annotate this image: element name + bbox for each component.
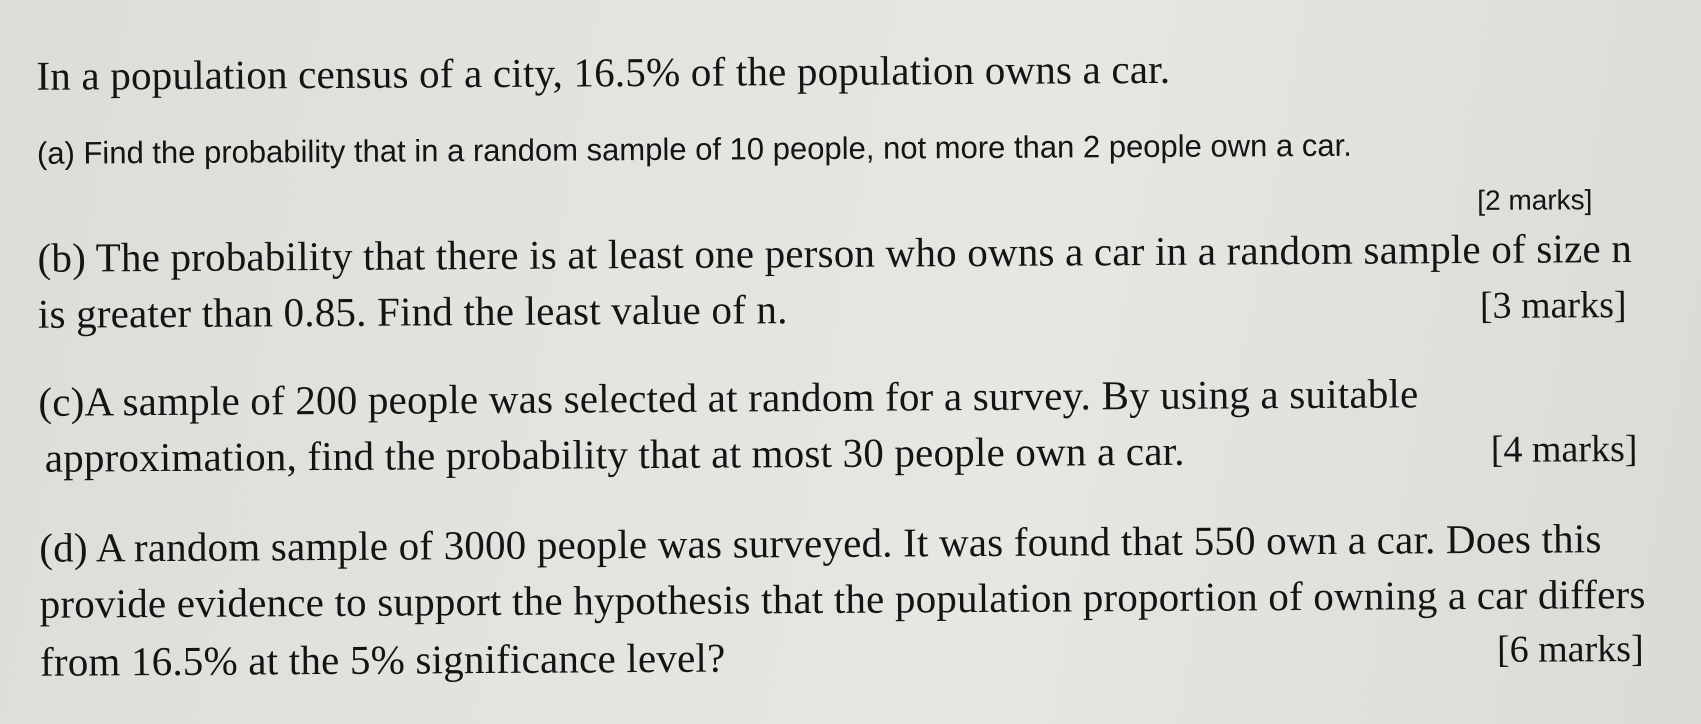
part-d-text-line3: from 16.5% at the 5% significance level? xyxy=(39,634,726,685)
part-d-text-line2: provide evidence to support the hypothesis that the population proportion of owning a car differs xyxy=(39,570,1646,627)
part-a-text: (a) Find the probability that in a random sample of 10 people, not more than 2 people own a car. xyxy=(36,127,1352,171)
part-b-text-line1: (b) The probability that there is at least one person who owns a car in a random sample of size n xyxy=(37,225,1633,281)
part-d-marks: [6 marks] xyxy=(1496,627,1644,671)
part-b-text-line2: is greater than 0.85. Find the least value of n. xyxy=(37,286,788,337)
part-a-marks: [2 marks] xyxy=(1477,184,1593,216)
part-c-text-line2: approximation, find the probability that at most 30 people own a car. xyxy=(44,427,1185,481)
part-b-marks: [3 marks] xyxy=(1479,284,1627,327)
part-c-marks: [4 marks] xyxy=(1490,428,1638,471)
part-c-text-line1: (c)A sample of 200 people was selected at random for a survey. By using a suitable xyxy=(38,370,1419,425)
question-intro: In a population census of a city, 16.5% of the population owns a car. xyxy=(36,45,1171,99)
part-d-text-line1: (d) A random sample of 3000 people was surveyed. It was found that 550 own a car. Does this xyxy=(39,515,1602,571)
